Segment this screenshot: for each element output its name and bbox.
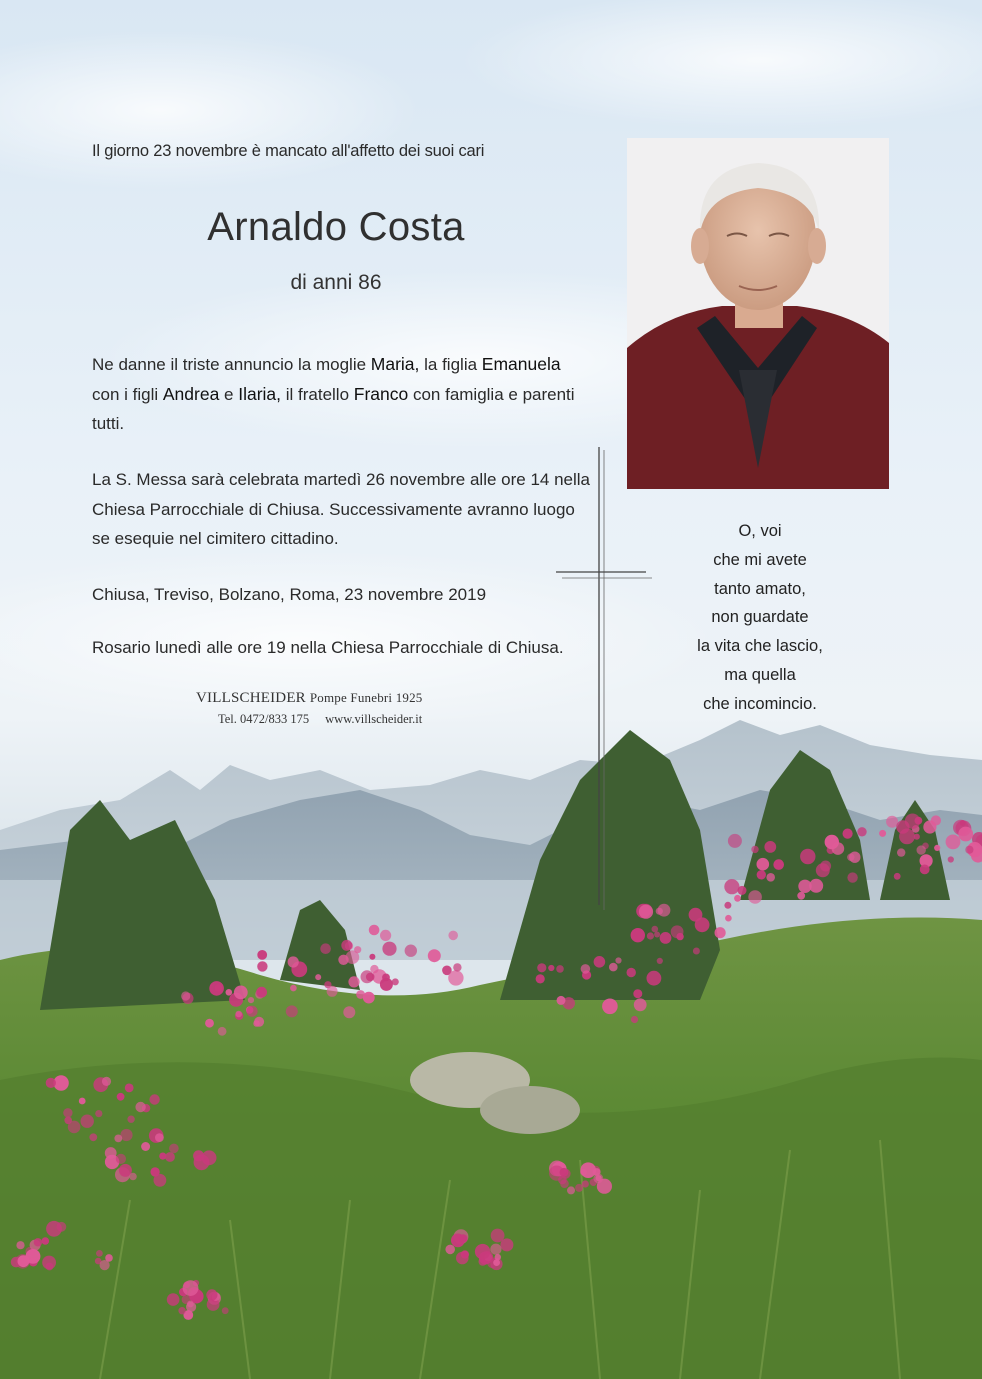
flower-blossom — [222, 1307, 229, 1314]
flower-blossom — [652, 926, 659, 933]
flower-blossom — [557, 996, 566, 1005]
flower-blossom — [915, 817, 923, 825]
funeral-home-phone: Tel. 0472/833 175 — [218, 712, 310, 726]
flower-blossom — [81, 1115, 94, 1128]
deceased-name: Arnaldo Costa — [207, 205, 465, 249]
flower-blossom — [537, 963, 546, 972]
flower-blossom — [187, 1301, 194, 1308]
intro-text: Il giorno 23 novembre è mancato all'affetto dei suoi cari — [92, 142, 485, 160]
flower-blossom — [879, 830, 886, 837]
flower-blossom — [946, 835, 961, 850]
flower-blossom — [797, 892, 805, 900]
flower-blossom — [594, 956, 606, 968]
flower-blossom — [639, 905, 653, 919]
flower-blossom — [169, 1144, 179, 1154]
flower-blossom — [257, 961, 267, 971]
funeral-home-contact — [218, 712, 422, 727]
flower-blossom — [338, 955, 348, 965]
flower-blossom — [495, 1254, 501, 1260]
announcement-paragraph: Ne danne il triste annuncio la moglie Maria, la figlia Emanuela con i figli Andrea e Ilaria, il fratello Franco con famiglia e parenti tutti. — [92, 354, 575, 433]
flower-blossom — [96, 1250, 103, 1257]
flower-blossom — [234, 986, 248, 1000]
flower-blossom — [127, 1116, 134, 1123]
flower-blossom — [159, 1153, 166, 1160]
flower-blossom — [135, 1102, 145, 1112]
flower-blossom — [116, 1154, 126, 1164]
flower-blossom — [215, 984, 223, 992]
funeral-home-website: www.villscheider.it — [325, 712, 423, 726]
flower-blossom — [934, 845, 940, 851]
flower-blossom — [369, 954, 375, 960]
flower-blossom — [914, 834, 920, 840]
flower-blossom — [343, 1006, 355, 1018]
flower-blossom — [748, 890, 762, 904]
flower-blossom — [155, 1133, 164, 1142]
flower-blossom — [194, 1154, 210, 1170]
flower-blossom — [660, 932, 672, 944]
flower-blossom — [154, 1174, 167, 1187]
flower-blossom — [647, 971, 662, 986]
flower-blossom — [490, 1244, 501, 1255]
poem-line: tanto amato, — [714, 579, 806, 598]
place-date: Chiusa, Treviso, Bolzano, Roma, 23 novembre 2019 — [92, 585, 487, 604]
flower-blossom — [558, 1176, 567, 1185]
flower-blossom — [894, 873, 901, 880]
flower-blossom — [226, 989, 233, 996]
flower-blossom — [751, 846, 758, 853]
flower-blossom — [548, 965, 554, 971]
flower-blossom — [843, 829, 853, 839]
flower-blossom — [654, 932, 660, 938]
flower-blossom — [773, 859, 784, 870]
flower-blossom — [218, 1027, 227, 1036]
flower-blossom — [536, 974, 545, 983]
flower-blossom — [256, 987, 267, 998]
portrait-photo — [627, 138, 889, 489]
flower-blossom — [205, 1019, 214, 1028]
flower-blossom — [445, 1245, 455, 1255]
funeral-home-name: VILLSCHEIDER Pompe Funebri 1925 — [196, 690, 423, 706]
flower-blossom — [857, 827, 866, 836]
flower-blossom — [965, 846, 973, 854]
poem-line: ma quella — [724, 665, 796, 684]
flower-blossom — [459, 1234, 468, 1243]
flower-blossom — [382, 942, 396, 956]
flower-blossom — [288, 956, 299, 967]
flower-blossom — [671, 925, 684, 938]
flower-blossom — [958, 827, 973, 842]
flower-blossom — [79, 1098, 86, 1105]
flower-blossom — [766, 873, 775, 882]
flower-blossom — [948, 856, 954, 862]
flower-blossom — [800, 849, 815, 864]
flower-blossom — [728, 834, 742, 848]
flower-blossom — [734, 895, 741, 902]
flower-blossom — [246, 1006, 257, 1017]
flower-blossom — [609, 963, 618, 972]
flower-blossom — [764, 841, 776, 853]
flower-blossom — [348, 976, 359, 987]
flower-blossom — [602, 999, 618, 1015]
flower-blossom — [593, 1168, 601, 1176]
flower-blossom — [724, 902, 731, 909]
flower-blossom — [757, 870, 766, 879]
flower-blossom — [493, 1259, 500, 1266]
flower-blossom — [114, 1135, 122, 1143]
flower-blossom — [286, 1005, 298, 1017]
flower-blossom — [341, 940, 352, 951]
flower-blossom — [327, 986, 338, 997]
flower-blossom — [57, 1222, 67, 1232]
flower-blossom — [931, 815, 941, 825]
flower-blossom — [798, 880, 811, 893]
flower-blossom — [248, 997, 254, 1003]
poem — [660, 517, 860, 719]
flower-blossom — [34, 1238, 42, 1246]
flower-blossom — [141, 1142, 150, 1151]
flower-blossom — [693, 948, 700, 955]
flower-blossom — [206, 1289, 217, 1300]
mass-paragraph: La S. Messa sarà celebrata martedì 26 novembre alle ore 14 nella Chiesa Parrocchiale di Chiusa. Successivamente avranno luogo se esequie nel cimitero cittadino. — [92, 470, 590, 548]
flower-blossom — [380, 930, 391, 941]
flower-blossom — [183, 1280, 199, 1296]
flower-blossom — [290, 985, 297, 992]
poem-line: non guardate — [711, 608, 809, 627]
wife-name: Maria, — [370, 354, 420, 374]
flower-blossom — [556, 965, 564, 973]
flower-blossom — [656, 908, 663, 915]
flower-blossom — [320, 943, 331, 954]
flower-blossom — [102, 1077, 111, 1086]
flower-blossom — [361, 970, 374, 983]
flower-blossom — [370, 965, 378, 973]
flower-blossom — [448, 931, 458, 941]
flower-blossom — [181, 991, 190, 1000]
flower-blossom — [847, 872, 857, 882]
flower-blossom — [149, 1094, 159, 1104]
flower-blossom — [917, 845, 926, 854]
poem-line: che mi avete — [713, 550, 807, 569]
flower-blossom — [100, 1260, 110, 1270]
poem-line: la vita che lascio, — [697, 637, 823, 656]
flower-blossom — [715, 927, 726, 938]
rosary-paragraph: Rosario lunedì alle ore 19 nella Chiesa Parrocchiale di Chiusa. — [92, 638, 564, 657]
flower-blossom — [125, 1084, 134, 1093]
granddaughter-name: Ilaria, — [238, 383, 282, 404]
flower-blossom — [847, 854, 854, 861]
flower-blossom — [120, 1129, 132, 1141]
poem-line: che incomincio. — [703, 694, 817, 713]
flower-blossom — [254, 1017, 264, 1027]
flower-blossom — [382, 974, 390, 982]
brother-name: Franco — [353, 383, 409, 404]
flower-blossom — [369, 925, 380, 936]
flower-blossom — [46, 1263, 54, 1271]
flower-blossom — [95, 1110, 102, 1117]
flower-blossom — [405, 945, 417, 957]
deceased-age: di anni 86 — [290, 271, 382, 294]
flower-blossom — [117, 1093, 125, 1101]
flower-blossom — [724, 879, 739, 894]
flower-blossom — [63, 1108, 72, 1117]
flower-blossom — [64, 1117, 72, 1125]
flower-blossom — [165, 1152, 175, 1162]
flower-blossom — [832, 842, 845, 855]
flower-blossom — [634, 998, 647, 1011]
flower-blossom — [575, 1184, 583, 1192]
flower-blossom — [567, 1186, 575, 1194]
flower-blossom — [615, 957, 621, 963]
flower-blossom — [456, 1252, 469, 1265]
flower-blossom — [597, 1179, 612, 1194]
flower-blossom — [129, 1173, 137, 1181]
flower-blossom — [897, 848, 905, 856]
flower-blossom — [167, 1293, 180, 1306]
flower-blossom — [18, 1255, 30, 1267]
flower-blossom — [178, 1307, 185, 1314]
flower-blossom — [631, 928, 645, 942]
grandson-name: Andrea — [162, 383, 220, 404]
flower-blossom — [428, 949, 441, 962]
flower-blossom — [315, 974, 321, 980]
flower-blossom — [89, 1133, 97, 1141]
flower-blossom — [581, 964, 591, 974]
flower-blossom — [820, 861, 831, 872]
flower-blossom — [46, 1078, 56, 1088]
flower-blossom — [42, 1237, 50, 1245]
flower-blossom — [695, 917, 710, 932]
flower-blossom — [363, 992, 375, 1004]
flower-blossom — [633, 989, 642, 998]
flower-blossom — [725, 915, 732, 922]
flower-blossom — [631, 1016, 638, 1023]
flower-blossom — [757, 858, 770, 871]
flower-blossom — [235, 1011, 242, 1018]
flower-blossom — [657, 958, 663, 964]
flower-blossom — [920, 865, 930, 875]
flower-blossom — [16, 1241, 24, 1249]
flower-blossom — [647, 932, 654, 939]
poem-line: O, voi — [738, 522, 782, 540]
flower-blossom — [257, 950, 267, 960]
flower-blossom — [491, 1229, 505, 1243]
flower-blossom — [453, 963, 461, 971]
daughter-name: Emanuela — [481, 354, 561, 374]
flower-blossom — [475, 1244, 490, 1259]
flower-blossom — [448, 970, 463, 985]
flower-blossom — [627, 968, 636, 977]
